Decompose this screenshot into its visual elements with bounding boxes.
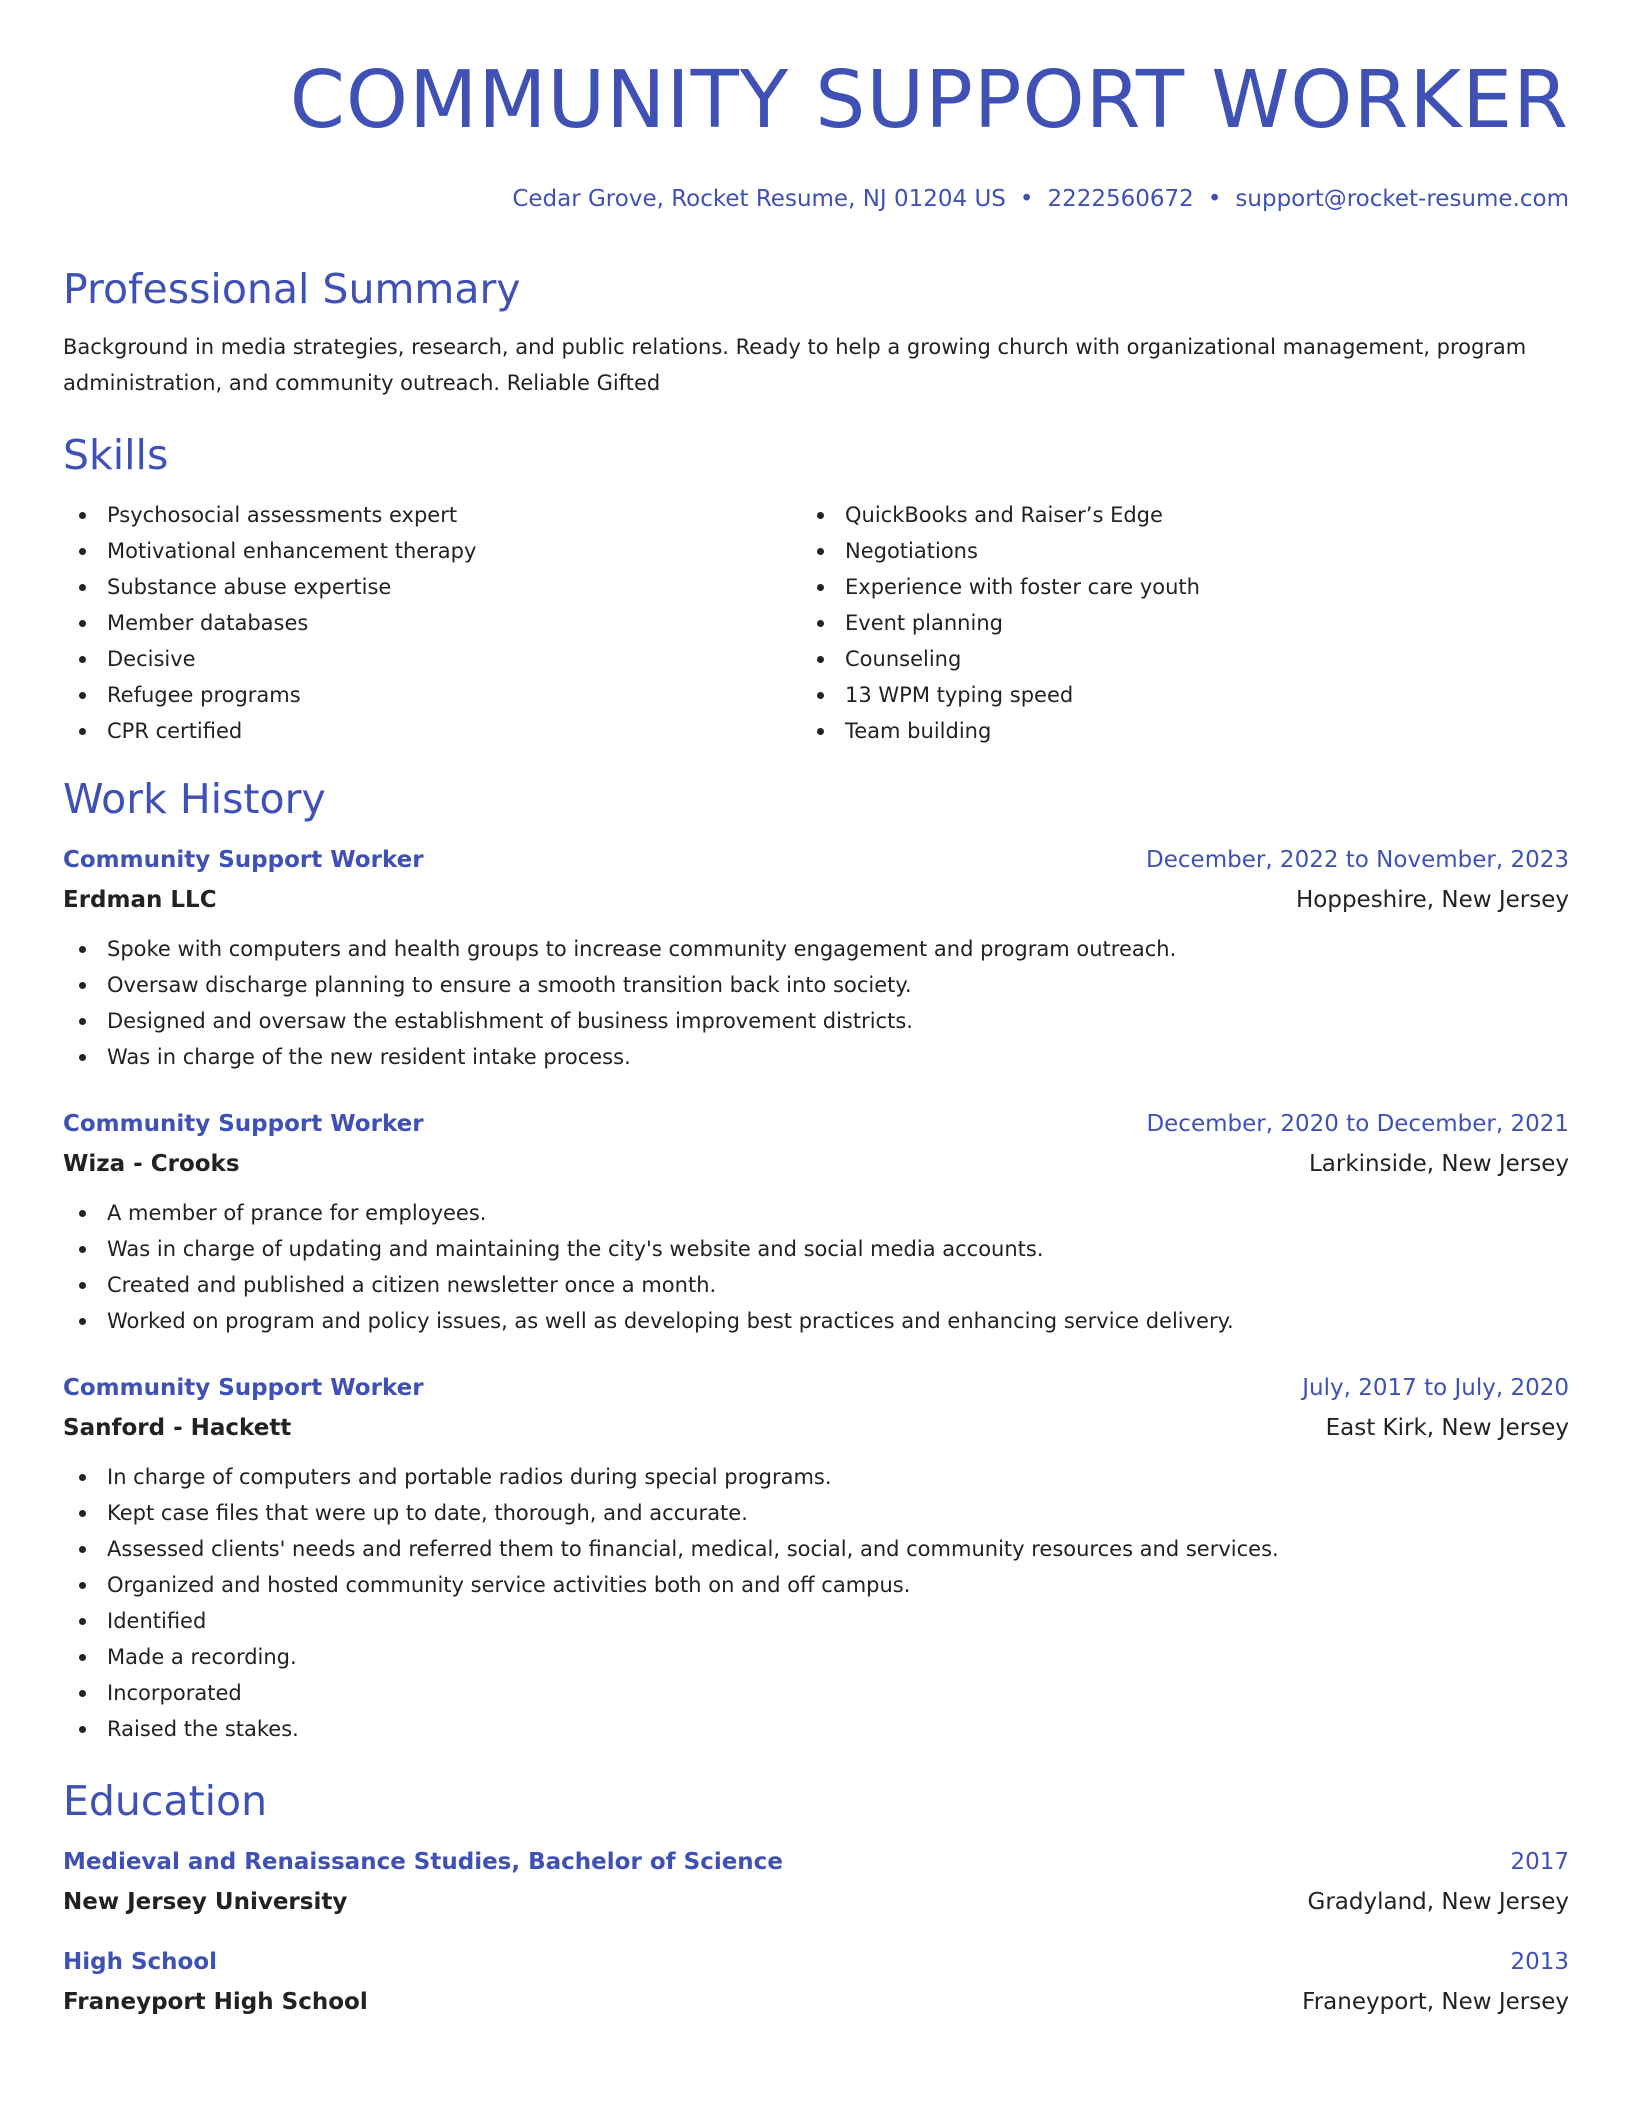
duty-item: Worked on program and policy issues, as well as developing best practices and enhancing service delivery. <box>63 1303 1569 1339</box>
bullet-dot <box>79 692 86 699</box>
skills-list-right <box>801 497 1539 749</box>
bullet-dot <box>817 548 824 555</box>
duty-item: Kept case files that were up to date, thorough, and accurate. <box>63 1495 1569 1531</box>
bullet-dot <box>79 1582 86 1589</box>
bullet-dot <box>79 1474 86 1481</box>
education-header <box>63 1947 1569 1977</box>
bullet-dot <box>79 1726 86 1733</box>
skill-item: Member databases <box>63 605 801 641</box>
education-year: 2017 <box>1510 1849 1569 1875</box>
job-subheader <box>63 1149 1569 1179</box>
bullet-dot <box>79 620 86 627</box>
bullet-dot <box>79 548 86 555</box>
education-degree: High School <box>63 1949 218 1975</box>
summary-heading: Professional Summary <box>63 265 521 313</box>
bullet-dot <box>79 1282 86 1289</box>
skill-item: Experience with foster care youth <box>801 569 1539 605</box>
job-company: Erdman LLC <box>63 887 217 913</box>
bullet-dot <box>817 728 824 735</box>
bullet-dot <box>79 1054 86 1061</box>
job-location: East Kirk, New Jersey <box>1325 1415 1569 1441</box>
bullet-dot <box>79 512 86 519</box>
job-header <box>63 1373 1569 1403</box>
job-duties <box>63 931 1569 1075</box>
skill-item: Negotiations <box>801 533 1539 569</box>
skill-item: Decisive <box>63 641 801 677</box>
skills-heading: Skills <box>63 431 169 479</box>
job-role: Community Support Worker <box>63 1375 424 1401</box>
bullet-dot <box>79 1018 86 1025</box>
job-subheader <box>63 885 1569 915</box>
education-location: Franeyport, New Jersey <box>1302 1989 1569 2015</box>
bullet-dot <box>817 692 824 699</box>
job-dates: December, 2020 to December, 2021 <box>1146 1111 1569 1137</box>
duty-item: Identified <box>63 1603 1569 1639</box>
skill-item: Event planning <box>801 605 1539 641</box>
duty-item: Organized and hosted community service activities both on and off campus. <box>63 1567 1569 1603</box>
education-subheader <box>63 1987 1569 2017</box>
job-company: Sanford - Hackett <box>63 1415 292 1441</box>
education-heading: Education <box>63 1777 268 1825</box>
bullet-dot <box>79 1246 86 1253</box>
job-entry <box>63 1373 1569 1747</box>
education-year: 2013 <box>1510 1949 1569 1975</box>
bullet-dot <box>79 1318 86 1325</box>
education-entry <box>63 1947 1569 2017</box>
education-entry <box>63 1847 1569 1917</box>
bullet-dot <box>79 1654 86 1661</box>
contact-separator: • <box>1019 186 1034 212</box>
duty-item: Spoke with computers and health groups to increase community engagement and program outreach. <box>63 931 1569 967</box>
job-header <box>63 1109 1569 1139</box>
education-school: New Jersey University <box>63 1889 348 1915</box>
job-dates: July, 2017 to July, 2020 <box>1302 1375 1569 1401</box>
bullet-dot <box>79 982 86 989</box>
bullet-dot <box>817 512 824 519</box>
bullet-dot <box>79 1510 86 1517</box>
skill-item: 13 WPM typing speed <box>801 677 1539 713</box>
bullet-dot <box>817 584 824 591</box>
skill-item: QuickBooks and Raiser’s Edge <box>801 497 1539 533</box>
job-duties <box>63 1195 1569 1339</box>
candidate-title: COMMUNITY SUPPORT WORKER <box>289 54 1569 146</box>
work-history-heading: Work History <box>63 775 326 823</box>
bullet-dot <box>79 1546 86 1553</box>
duty-item: Made a recording. <box>63 1639 1569 1675</box>
contact-email: support@rocket-resume.com <box>1235 186 1569 212</box>
duty-item: In charge of computers and portable radios during special programs. <box>63 1459 1569 1495</box>
contact-address: Cedar Grove, Rocket Resume, NJ 01204 US <box>512 186 1006 212</box>
bullet-dot <box>79 584 86 591</box>
education-location: Gradyland, New Jersey <box>1307 1889 1569 1915</box>
job-subheader <box>63 1413 1569 1443</box>
bullet-dot <box>79 1210 86 1217</box>
contact-separator: • <box>1207 186 1222 212</box>
education-header <box>63 1847 1569 1877</box>
skill-item: CPR certified <box>63 713 801 749</box>
bullet-dot <box>817 656 824 663</box>
duty-item: Oversaw discharge planning to ensure a smooth transition back into society. <box>63 967 1569 1003</box>
bullet-dot <box>79 728 86 735</box>
bullet-dot <box>79 656 86 663</box>
duty-item: A member of prance for employees. <box>63 1195 1569 1231</box>
duty-item: Assessed clients' needs and referred them to financial, medical, social, and community resources and services. <box>63 1531 1569 1567</box>
duty-item: Incorporated <box>63 1675 1569 1711</box>
job-location: Hoppeshire, New Jersey <box>1295 887 1569 913</box>
job-location: Larkinside, New Jersey <box>1308 1151 1569 1177</box>
job-entry <box>63 1109 1569 1339</box>
job-duties <box>63 1459 1569 1747</box>
bullet-dot <box>79 1690 86 1697</box>
duty-item: Was in charge of the new resident intake process. <box>63 1039 1569 1075</box>
job-entry <box>63 845 1569 1075</box>
skills-grid <box>63 497 1569 749</box>
duty-item: Was in charge of updating and maintaining the city's website and social media accounts. <box>63 1231 1569 1267</box>
skill-item: Psychosocial assessments expert <box>63 497 801 533</box>
skill-item: Motivational enhancement therapy <box>63 533 801 569</box>
job-role: Community Support Worker <box>63 1111 424 1137</box>
contact-phone: 2222560672 <box>1047 186 1194 212</box>
job-role: Community Support Worker <box>63 847 424 873</box>
job-dates: December, 2022 to November, 2023 <box>1146 847 1569 873</box>
duty-item: Designed and oversaw the establishment of business improvement districts. <box>63 1003 1569 1039</box>
bullet-dot <box>79 946 86 953</box>
skill-item: Team building <box>801 713 1539 749</box>
bullet-dot <box>817 620 824 627</box>
skill-item: Refugee programs <box>63 677 801 713</box>
education-school: Franeyport High School <box>63 1989 368 2015</box>
contact-line <box>63 184 1569 214</box>
job-company: Wiza - Crooks <box>63 1151 240 1177</box>
skill-item: Counseling <box>801 641 1539 677</box>
education-degree: Medieval and Renaissance Studies, Bachelor of Science <box>63 1849 783 1875</box>
job-header <box>63 845 1569 875</box>
skills-list-left <box>63 497 801 749</box>
duty-item: Raised the stakes. <box>63 1711 1569 1747</box>
duty-item: Created and published a citizen newsletter once a month. <box>63 1267 1569 1303</box>
skill-item: Substance abuse expertise <box>63 569 801 605</box>
education-subheader <box>63 1887 1569 1917</box>
summary-text: Background in media strategies, research, and public relations. Ready to help a growing church with organizational management, program administration, and community outreach. Reliable Gifted <box>63 335 1527 395</box>
bullet-dot <box>79 1618 86 1625</box>
